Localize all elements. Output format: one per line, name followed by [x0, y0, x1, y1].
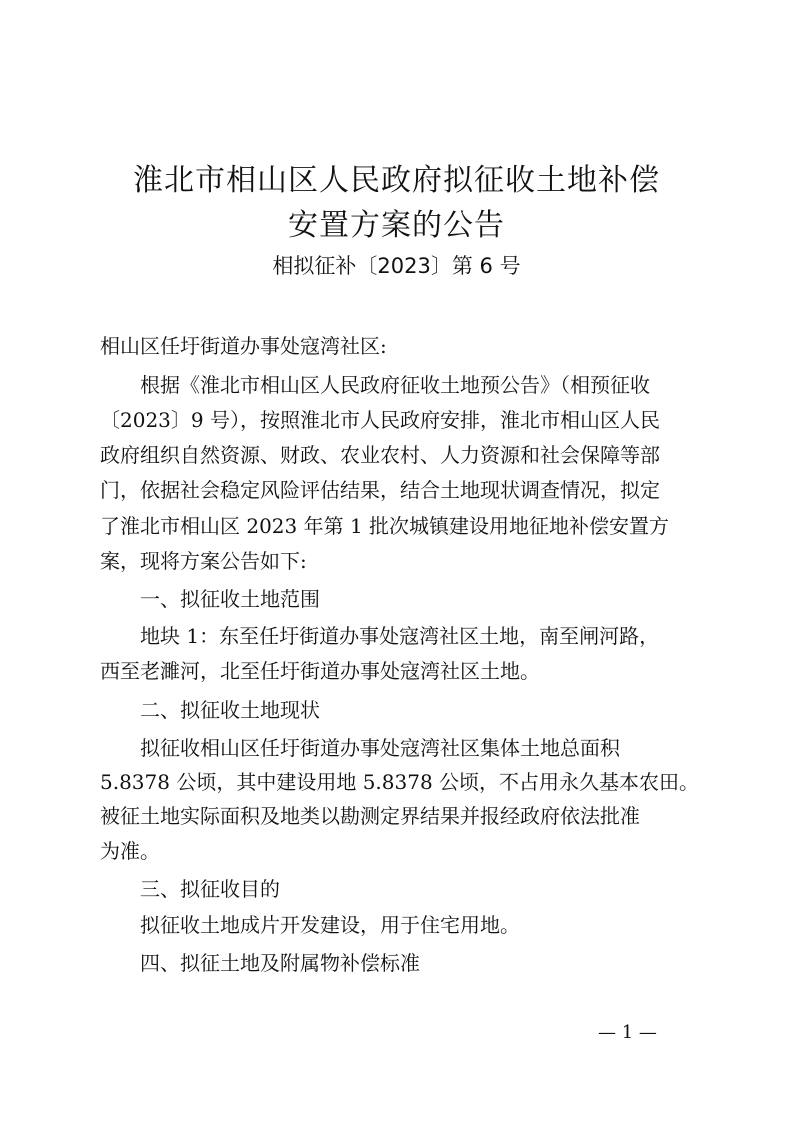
section-heading: 三、拟征收目的: [140, 877, 280, 901]
section-heading: 四、拟征土地及附属物补偿标准: [140, 951, 420, 975]
section-line: 西至老濉河，北至任圩街道办事处寇湾社区土地。: [100, 659, 540, 683]
document-title-line2: 安置方案的公告: [288, 208, 505, 243]
addressee: 相山区任圩街道办事处寇湾社区:: [100, 334, 387, 358]
section-line: 拟征收相山区任圩街道办事处寇湾社区集体土地总面积: [140, 736, 620, 760]
page-number: — 1 —: [598, 1022, 657, 1043]
section-heading: 一、拟征收土地范围: [140, 587, 320, 611]
intro-line: 根据《淮北市相山区人民政府征收土地预公告》（相预征收: [140, 373, 650, 397]
intro-line: 了淮北市相山区 2023 年第 1 批次城镇建设用地征地补偿安置方: [100, 514, 670, 538]
intro-line: 案，现将方案公告如下:: [100, 549, 307, 573]
section-line: 5.8378 公顷，其中建设用地 5.8378 公顷，不占用永久基本农田。: [100, 770, 700, 794]
section-heading: 二、拟征收土地现状: [140, 698, 320, 722]
intro-line: 政府组织自然资源、财政、农业农村、人力资源和社会保障等部: [100, 443, 660, 467]
section-line: 被征土地实际面积及地类以勘测定界结果并报经政府依法批准: [100, 804, 640, 828]
intro-line: 〔2023〕9 号），按照淮北市人民政府安排，淮北市相山区人民: [100, 408, 660, 432]
document-number: 相拟征补〔2023〕第 6 号: [272, 254, 521, 278]
intro-line: 门，依据社会稳定风险评估结果，结合土地现状调查情况，拟定: [100, 478, 660, 502]
section-line: 地块 1：东至任圩街道办事处寇湾社区土地，南至闸河路，: [140, 624, 660, 648]
section-line: 为准。: [100, 839, 160, 863]
section-line: 拟征收土地成片开发建设，用于住宅用地。: [140, 913, 520, 937]
document-title-line1: 淮北市相山区人民政府拟征收土地补偿: [133, 163, 660, 198]
